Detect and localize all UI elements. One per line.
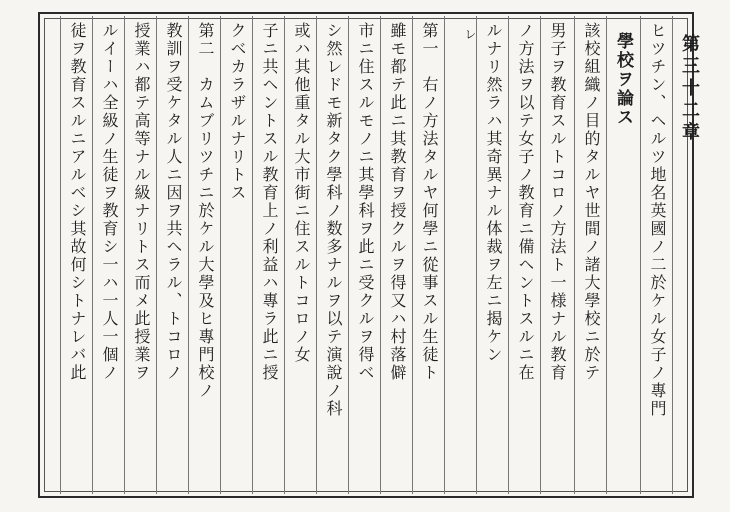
text-column-10: シ然レドモ新タク學科ノ数多ナルヲ以テ演說ノ科 — [324, 22, 343, 418]
text-column-13: クベカラザルナリトス — [228, 22, 247, 202]
text-column-8: 雖モ都テ此ニ其教育ヲ授クルヲ得又ハ村落僻 — [388, 22, 407, 382]
text-column-7: 第一 右ノ方法タルヤ何學ニ從事スル生徒ト — [420, 22, 439, 382]
text-column-1: ヒツチン、ヘルツ地名英國ノ二於ケル女子ノ專門 — [648, 22, 667, 418]
text-column-2: 學校ヲ論ス — [613, 32, 633, 127]
text-column-14: 第二 カムブリツチニ於ケル大學及ヒ專門校ノ — [196, 22, 215, 400]
text-column-15: 教訓ヲ受ケタル人ニ因ヲ共ヘラル、トコロノ — [164, 22, 183, 382]
text-column-9: 市ニ住スルモノニ其學科ヲ此ニ受クルヲ得ベ — [356, 22, 375, 382]
text-column-6: ルナリ然ラハ其奇異ナル体裁ヲ左ニ揭ケン — [484, 22, 503, 364]
text-column-4: 男子ヲ教育スルトコロノ方法ト一様ナル教育 — [548, 22, 567, 382]
text-column-17: ルイーハ全級ノ生徒ヲ教育シ一ハ一人一個ノ — [100, 22, 119, 382]
text-column-5: ノ方法ヲ以テ女子ノ教育ニ備ヘントスルニ在 — [516, 22, 535, 382]
text-column-3: 該校組織ノ目的タルヤ世間ノ諸大學校ニ於テ — [582, 22, 601, 382]
text-column-11: 或ハ其他重タル大市街ニ住スルトコロノ女 — [292, 22, 311, 364]
text-column-16: 授業ハ都テ高等ナル級ナリトス而メ此授業ヲ — [132, 22, 151, 382]
chapter-title: 第三十二章 — [679, 34, 700, 144]
text-column-12: 子ニ共ヘントスル教育上ノ利益ハ專ラ此ニ授 — [260, 22, 279, 382]
margin-mark: レ — [463, 28, 477, 40]
text-column-18: 徒ヲ教育スルニアルベシ其故何シトナレバ此 — [68, 22, 87, 382]
